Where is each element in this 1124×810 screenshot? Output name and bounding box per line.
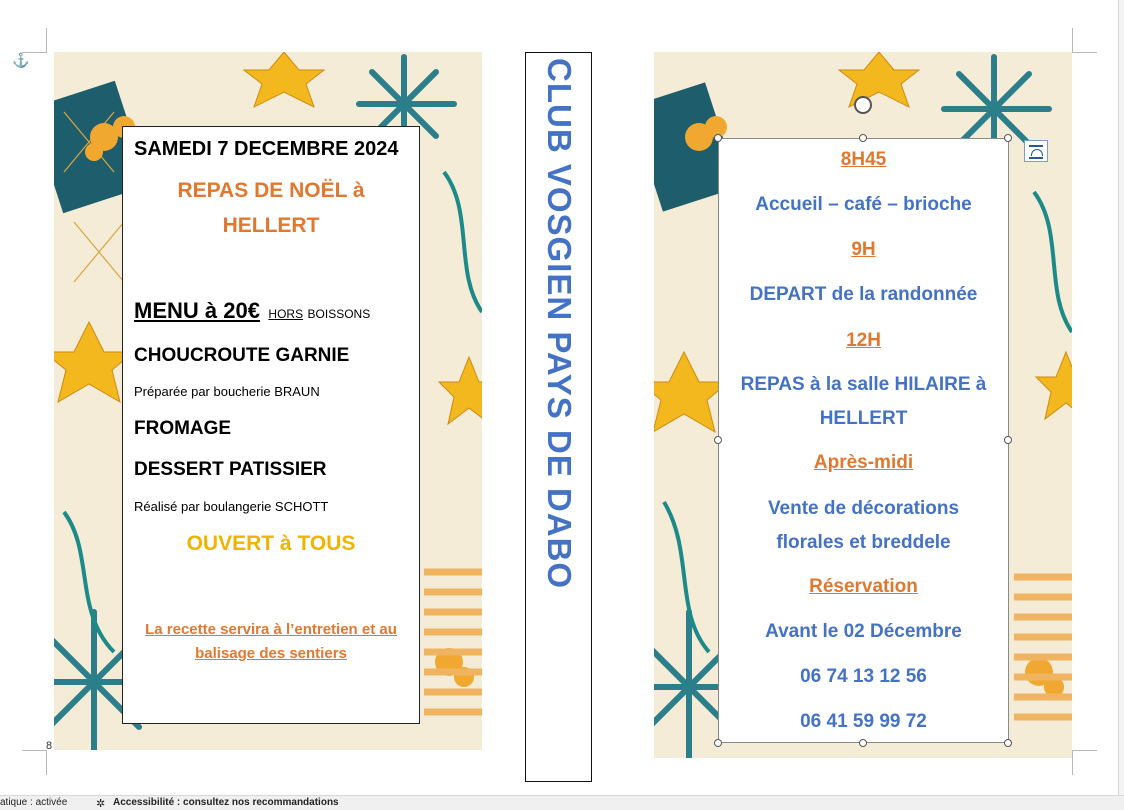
proceeds-note-line1: La recette servira à l’entretien et au bbox=[145, 621, 397, 638]
resize-handle-bottom-right[interactable] bbox=[1004, 739, 1012, 747]
meal-text-line2: HELLERT bbox=[819, 408, 908, 429]
meal-text-line1: REPAS à la salle HILAIRE à bbox=[740, 374, 987, 395]
resize-handle-bottom-center[interactable] bbox=[859, 739, 867, 747]
menu-text-box[interactable] bbox=[122, 126, 420, 724]
anchor-icon[interactable]: ⚓ bbox=[12, 52, 30, 68]
autosave-status[interactable]: atique : activée bbox=[0, 797, 68, 808]
program-text-box[interactable] bbox=[718, 138, 1009, 743]
resize-handle-middle-right[interactable] bbox=[1004, 436, 1012, 444]
open-to-all: OUVERT à TOUS bbox=[186, 532, 356, 555]
departure-text: DEPART de la randonnée bbox=[749, 284, 978, 305]
menu-item-choucroute-note: Préparée par boucherie BRAUN bbox=[134, 384, 320, 399]
menu-item-fromage: FROMAGE bbox=[134, 418, 232, 439]
club-title: CLUB VOSGIEN PAYS DE DABO bbox=[541, 58, 578, 590]
time-12h: 12H bbox=[846, 330, 881, 351]
reservation-label: Réservation bbox=[809, 576, 918, 597]
time-8h45: 8H45 bbox=[840, 149, 887, 170]
menu-hors: HORS bbox=[268, 307, 304, 321]
event-title-line1: REPAS DE NOËL à bbox=[177, 179, 365, 202]
status-bar bbox=[0, 795, 1124, 810]
welcome-text: Accueil – café – brioche bbox=[755, 194, 972, 215]
vertical-scrollbar[interactable] bbox=[1118, 0, 1124, 795]
proceeds-note-line2: balisage des sentiers bbox=[195, 645, 347, 662]
resize-handle-middle-left[interactable] bbox=[714, 436, 722, 444]
accessibility-status[interactable]: Accessibilité : consultez nos recommandations bbox=[113, 797, 339, 808]
menu-price: MENU à 20€ bbox=[134, 298, 260, 323]
crop-mark-top-left bbox=[22, 28, 47, 53]
sale-text-line2: florales et breddele bbox=[776, 532, 951, 553]
event-title-line2: HELLERT bbox=[222, 214, 320, 237]
crop-mark-top-right bbox=[1072, 28, 1097, 53]
resize-handle-top-center[interactable] bbox=[859, 134, 867, 142]
menu-item-dessert-note: Réalisé par boulangerie SCHOTT bbox=[134, 499, 329, 514]
reservation-deadline: Avant le 02 Décembre bbox=[765, 621, 962, 642]
time-9h: 9H bbox=[851, 239, 876, 260]
menu-boissons: BOISSONS bbox=[307, 307, 371, 321]
resize-handle-top-right[interactable] bbox=[1004, 134, 1012, 142]
afternoon-label: Après-midi bbox=[813, 452, 914, 473]
menu-price-line bbox=[134, 298, 370, 324]
accessibility-icon[interactable]: ✲ bbox=[96, 798, 106, 810]
crop-mark-bottom-right bbox=[1072, 750, 1097, 775]
event-date: SAMEDI 7 DECEMBRE 2024 bbox=[134, 138, 399, 160]
layout-options-icon[interactable] bbox=[1024, 140, 1048, 162]
menu-item-choucroute: CHOUCROUTE GARNIE bbox=[134, 345, 350, 366]
sale-text-line1: Vente de décorations bbox=[767, 498, 960, 519]
resize-handle-bottom-left[interactable] bbox=[714, 739, 722, 747]
resize-handle-top-left[interactable] bbox=[714, 134, 722, 142]
menu-item-dessert: DESSERT PATISSIER bbox=[134, 459, 327, 480]
phone-number-2: 06 41 59 99 72 bbox=[800, 711, 927, 732]
phone-number-1: 06 74 13 12 56 bbox=[800, 666, 927, 687]
crop-mark-bottom-left bbox=[22, 750, 47, 775]
rotate-handle-icon[interactable] bbox=[854, 96, 872, 114]
page-number: 8 bbox=[46, 740, 53, 752]
